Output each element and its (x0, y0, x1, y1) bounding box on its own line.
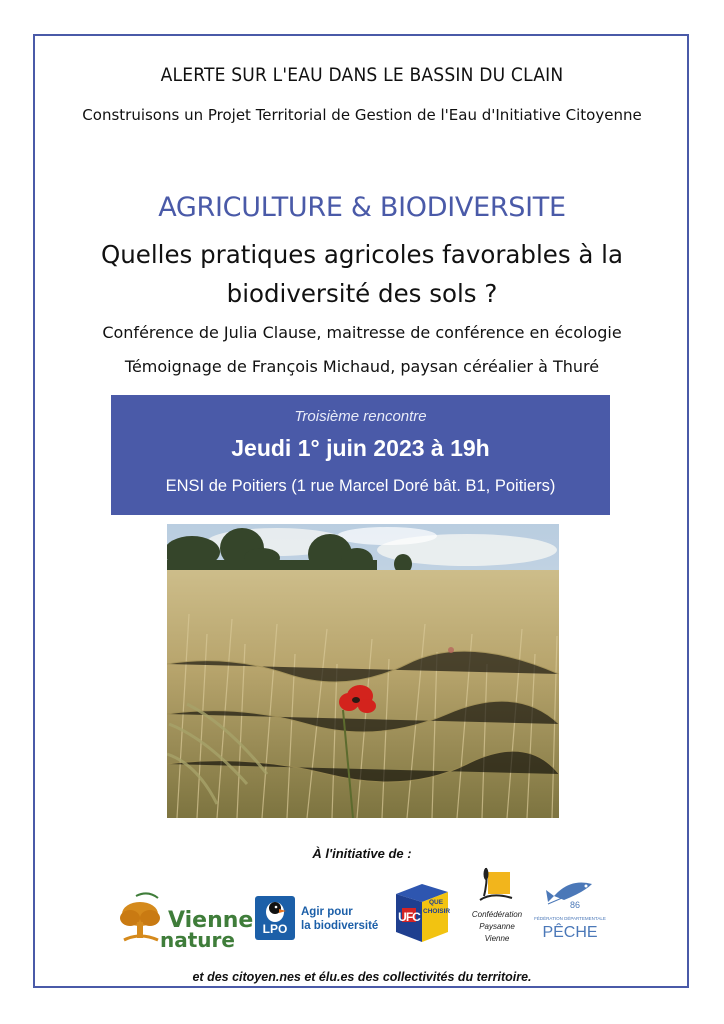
que-choisir-text: QUE CHOISIR (423, 899, 451, 915)
event-location: ENSI de Poitiers (1 rue Marcel Doré bât. B1, Poitiers) (165, 477, 556, 495)
event-series: Troisième rencontre (294, 408, 427, 425)
testimony-speaker: Témoignage de François Michaud, paysan céréalier à Thuré (124, 357, 600, 376)
lpo-logo (255, 896, 390, 942)
wheat-field-photo (167, 524, 559, 818)
lpo-tagline-1: Agir pour (301, 906, 353, 918)
initiative-label: À l'initiative de : (312, 846, 412, 861)
project-subtitle: Construisons un Projet Territorial de Gestion de l'Eau d'Initiative Citoyenne (82, 106, 642, 124)
alert-heading: ALERTE SUR L'EAU DANS LE BASSIN DU CLAIN (160, 64, 564, 86)
conf-line-2: Paysanne (479, 922, 515, 931)
footer-note: et des citoyen.nes et élu.es des collectivités du territoire. (192, 970, 532, 984)
ufc-text: UFC (398, 910, 420, 924)
puffin-icon (255, 898, 295, 924)
lpo-text: LPO (262, 922, 288, 936)
confederation-paysanne-logo (464, 866, 530, 948)
event-date: Jeudi 1° juin 2023 à 19h (231, 435, 490, 461)
peche-number: 86 (570, 900, 581, 910)
peche-logo (534, 872, 606, 950)
vienne-word: Vienne (168, 908, 254, 933)
conference-speaker: Conférence de Julia Clause, maitresse de conférence en écologie (102, 323, 622, 342)
peche-small-text: FÉDÉRATION DÉPARTEMENTALE (534, 916, 606, 921)
question-line-1: Quelles pratiques agricoles favorables à la (100, 240, 624, 269)
nature-word: nature (160, 928, 235, 952)
question-line-2: biodiversité des sols ? (226, 279, 498, 308)
peche-name: PÊCHE (542, 924, 598, 941)
event-band (111, 395, 610, 515)
lpo-tagline-2: la biodiversité (301, 920, 379, 932)
wheat-sun-icon (464, 866, 530, 906)
vienne-nature-logo (118, 892, 254, 952)
conf-line-1: Confédération (471, 910, 523, 919)
ufc-que-choisir-logo (392, 880, 454, 946)
lpo-badge (255, 896, 295, 940)
conf-line-3: Vienne (484, 934, 510, 943)
topic-title: AGRICULTURE & BIODIVERSITE (158, 192, 566, 223)
